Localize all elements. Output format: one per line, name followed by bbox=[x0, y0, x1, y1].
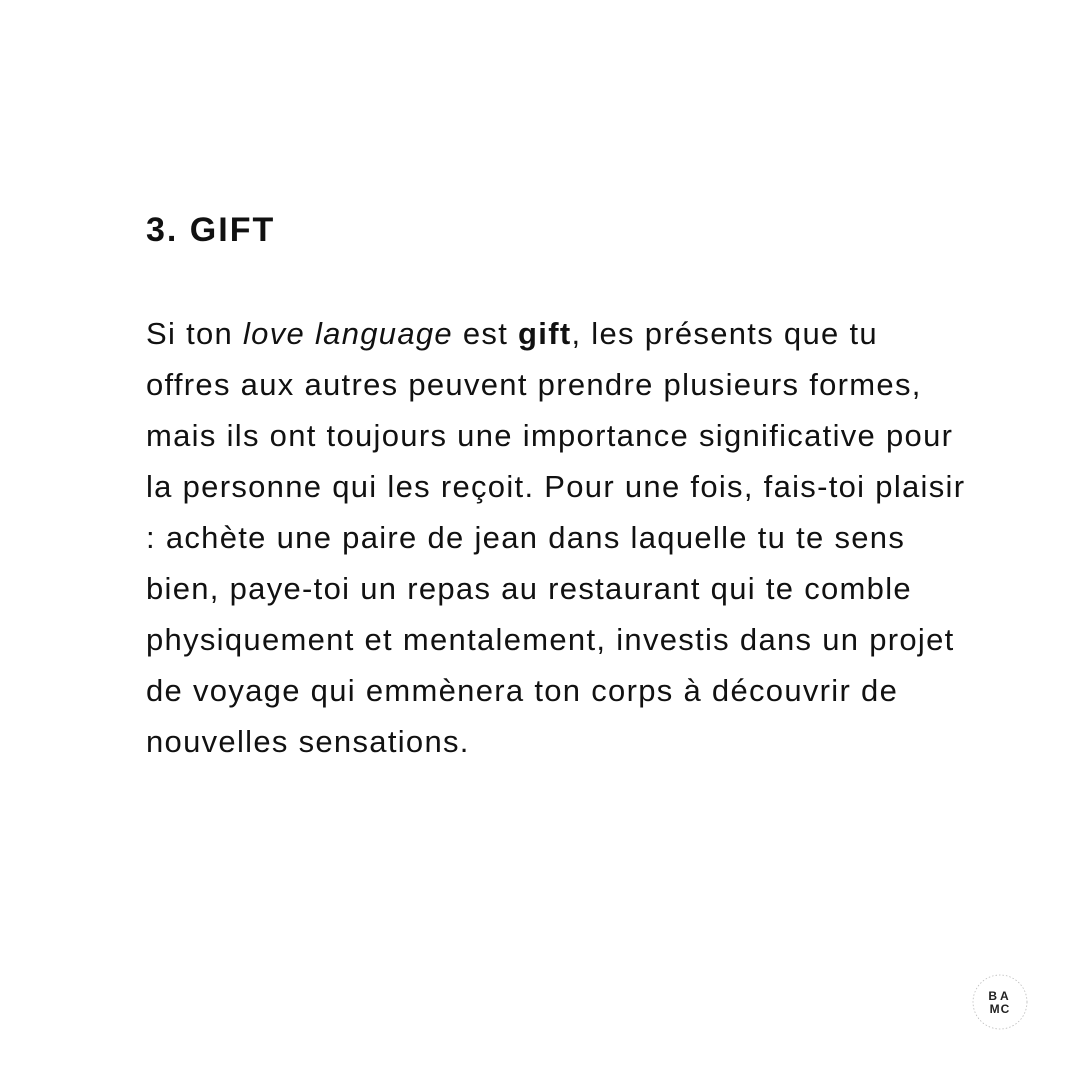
paragraph-text-connector: est bbox=[452, 316, 519, 351]
logo-monogram-bottom: MC bbox=[989, 1002, 1011, 1016]
brand-logo bbox=[971, 973, 1029, 1031]
paragraph-text-rest: , les présents que tu offres aux autres peuvent prendre plusieurs formes, mais ils ont toujours une importance significative pour la personne qui les reçoit. Pour une fois, fais-toi plaisir : achète une paire de jean dans laquelle tu te sens bien, paye-toi un repas au restaurant qui te comble physiquement et mentalement, investis dans un projet de voyage qui emmènera ton corps à découvrir de nouvelles sensations. bbox=[146, 316, 966, 759]
body-paragraph bbox=[146, 308, 966, 767]
italic-term: love language bbox=[242, 316, 453, 351]
paragraph-text-start: Si ton bbox=[146, 316, 243, 351]
bold-term: gift bbox=[518, 316, 572, 351]
section-heading: 3. GIFT bbox=[146, 211, 276, 249]
circular-monogram-logo-icon bbox=[971, 973, 1029, 1031]
post-content bbox=[146, 205, 966, 767]
logo-monogram-top: BA bbox=[988, 989, 1012, 1003]
